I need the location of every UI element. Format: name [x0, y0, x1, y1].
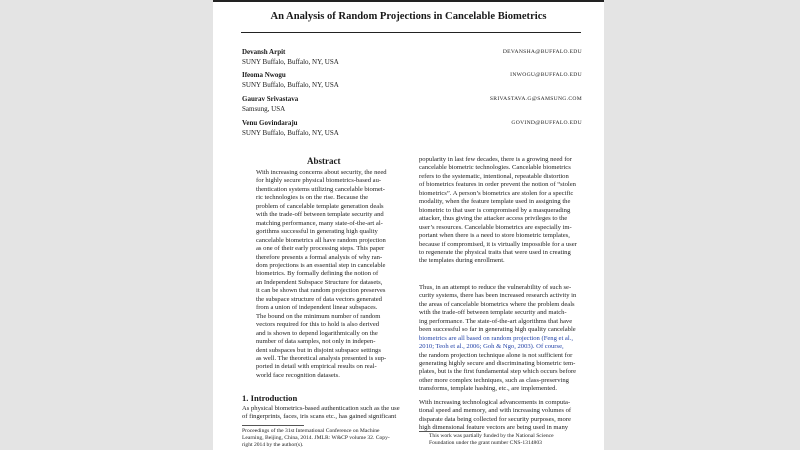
paper-page — [213, 0, 604, 450]
author-email: INWOGU@BUFFALO.EDU — [510, 72, 582, 78]
abstract-line: dent subspaces but in disjoint subspace settings — [256, 346, 381, 354]
author-email: DEVANSHA@BUFFALO.EDU — [502, 49, 582, 55]
intro-line: attacker, thus giving the attacker access privileges to the — [419, 215, 568, 223]
abstract-line: The bound on the minimum number of random — [256, 312, 381, 320]
abstract-line: biometrics. By formally defining the notion of — [256, 270, 379, 278]
paper-title: An Analysis of Random Projections in Cancelable Biometrics — [270, 11, 547, 22]
intro-line: of biometrics features in order prevent the notion of “stolen — [419, 181, 576, 189]
abstract-line: vectors required for this to hold is also derived — [256, 321, 380, 329]
author-affiliation: SUNY Buffalo, Buffalo, NY, USA — [242, 129, 339, 137]
author-name: Venu Govindaraju — [242, 119, 298, 127]
intro-line: cancelable biometric technologies. Cancelable biometrics — [419, 164, 571, 172]
intro-line: other more complex techniques, such as class-preserving — [419, 376, 569, 384]
abstract-line: cancelable biometrics all have random projection — [256, 236, 386, 244]
intro-line: modality, when the feature template used in assigning the — [419, 198, 571, 206]
title-top-rule — [213, 0, 604, 2]
footnote-rule-right — [419, 431, 481, 432]
intro-line: popularity in last few decades, there is a growing need for — [419, 156, 572, 163]
author-name: Devansh Arpit — [242, 48, 286, 56]
author-block — [242, 70, 582, 90]
abstract-heading: Abstract — [307, 156, 341, 166]
author-email: SRIVASTAVA.G@SAMSUNG.COM — [489, 96, 582, 102]
abstract-line: ric technologies is on the rise. Because the — [256, 194, 369, 202]
footnote-line: This work was partially funded by the National Science — [429, 433, 554, 439]
author-affiliation: SUNY Buffalo, Buffalo, NY, USA — [242, 58, 339, 66]
abstract-line: from a union of independent linear subspaces. — [256, 304, 378, 312]
intro-line: ing performance. The state-of-the-art algorithms that have — [419, 317, 573, 325]
abstract-line: gorithms successful in generating high quality — [256, 228, 378, 236]
intro-line: tional speed and memory, and with increasing volumes of — [419, 407, 572, 415]
author-name: Gaurav Srivastava — [242, 95, 299, 103]
intro-line: plates, but is the first fundamental step which occurs before — [419, 368, 577, 376]
author-affiliation: Samsung, USA — [242, 105, 286, 113]
abstract-line: as one of their early processing steps. This paper — [256, 245, 385, 253]
intro-line-citation[interactable]: 2010; Teoh et al., 2006; Goh & Ngo, 2003). Of course, — [419, 343, 564, 351]
proceedings-footnote — [242, 428, 417, 450]
abstract-line: with the trade-off between template security and — [256, 211, 384, 219]
intro-line: Thus, in an attempt to reduce the vulnerability of such se- — [419, 283, 572, 291]
intro-right-column — [419, 156, 595, 433]
abstract-line: With increasing concerns about security, the need — [256, 169, 387, 176]
intro-line: to regenerate the physical traits that were used in creating — [419, 248, 571, 256]
abstract-body — [256, 169, 401, 380]
intro-line: refers to the systematic, intentional, repeatable distortion — [419, 172, 569, 180]
intro-line: of fingerprints, faces, iris scans etc., has gained significant — [242, 413, 397, 421]
funding-footnote — [429, 433, 597, 447]
intro-line: generating highly secure and discriminating biometric tem- — [419, 359, 576, 367]
footnote-line: Foundation under the grant number CNS-1314803 — [429, 440, 542, 447]
author-email: GOVIND@BUFFALO.EDU — [511, 120, 582, 126]
abstract-line: problem of cancelable template generation deals — [256, 202, 384, 210]
intro-line-citation[interactable]: biometrics are all based on random projection (Feng et al., — [419, 334, 573, 342]
section-heading-introduction: 1. Introduction — [242, 393, 298, 403]
intro-line: As physical biometrics-based authentication such as the use — [242, 405, 400, 412]
intro-left-column — [242, 405, 417, 422]
intro-line: been successful so far in generating high quality cancelable — [419, 326, 576, 334]
intro-line: biometrics”. A person’s biometrics are stolen for a specific — [419, 189, 574, 197]
footnote-line: Learning, Beijing, China, 2014. JMLR: W&CP volume 32. Copy- — [242, 435, 390, 442]
intro-paragraph — [419, 156, 595, 266]
author-name: Ifeoma Nwogu — [242, 71, 286, 79]
intro-line: portant when there is a need to store biometric templates, — [419, 232, 570, 240]
abstract-line: and is shown to depend logarithmically on the — [256, 329, 378, 337]
author-block — [242, 94, 582, 114]
abstract-line: matching performance, many state-of-the-art al- — [256, 219, 383, 227]
abstract-line: ported in detail with empirical results on real- — [256, 363, 377, 371]
abstract-line: dom projections is an essential step in cancelable — [256, 261, 386, 269]
footnote-line: Proceedings of the 31st International Conference on Machine — [242, 428, 380, 434]
abstract-line: it can be shown that random projection preserves — [256, 287, 386, 295]
footnote-rule-left — [242, 425, 304, 426]
intro-line: high dimensional feature vectors are being used in many — [419, 424, 569, 432]
abstract-line: the subspace structure of data vectors generated — [256, 295, 382, 303]
intro-line: transforms, template hashing, etc., are implemented. — [419, 385, 558, 393]
intro-line: curity systems, there has been increased research activity in — [419, 292, 577, 300]
abstract-line: therefore presents a formal analysis of why ran- — [256, 253, 383, 261]
intro-line: the areas of cancelable biometrics where the problem deals — [419, 300, 575, 308]
intro-line: with the trade-off between template security and match- — [419, 309, 567, 317]
title-bottom-rule — [241, 32, 581, 33]
abstract-line: number of data samples, not only in indepen- — [256, 338, 376, 346]
intro-line: With increasing technological advancements in computa- — [419, 398, 571, 406]
intro-line: the templates during enrollment. — [419, 257, 505, 265]
intro-paragraph — [419, 284, 595, 394]
author-affiliation: SUNY Buffalo, Buffalo, NY, USA — [242, 81, 339, 89]
abstract-line: an Independent Subspace Structure for datasets, — [256, 278, 383, 286]
intro-line: biometric to that user is compromised by a masquerading — [419, 206, 571, 214]
abstract-line: for highly secure physical biometrics-based au- — [256, 177, 382, 185]
footnote-line: right 2014 by the author(s). — [242, 442, 304, 449]
intro-line: user’s resources. Cancelable biometrics are especially im- — [419, 223, 572, 231]
intro-line: the random projection technique alone is not sufficient for — [419, 351, 573, 359]
intro-paragraph — [419, 399, 595, 433]
intro-line: disparate data being collected for security purposes, more — [419, 415, 571, 423]
abstract-line: thentication systems utilizing cancelable biomet- — [256, 185, 385, 193]
author-block — [242, 47, 582, 67]
abstract-line: world face recognition datasets. — [256, 371, 340, 379]
intro-line: because if compromised, it is virtually impossible for a user — [419, 240, 577, 248]
author-block — [242, 118, 582, 138]
abstract-line: as well. The theoretical analysis presented is sup- — [256, 354, 387, 362]
